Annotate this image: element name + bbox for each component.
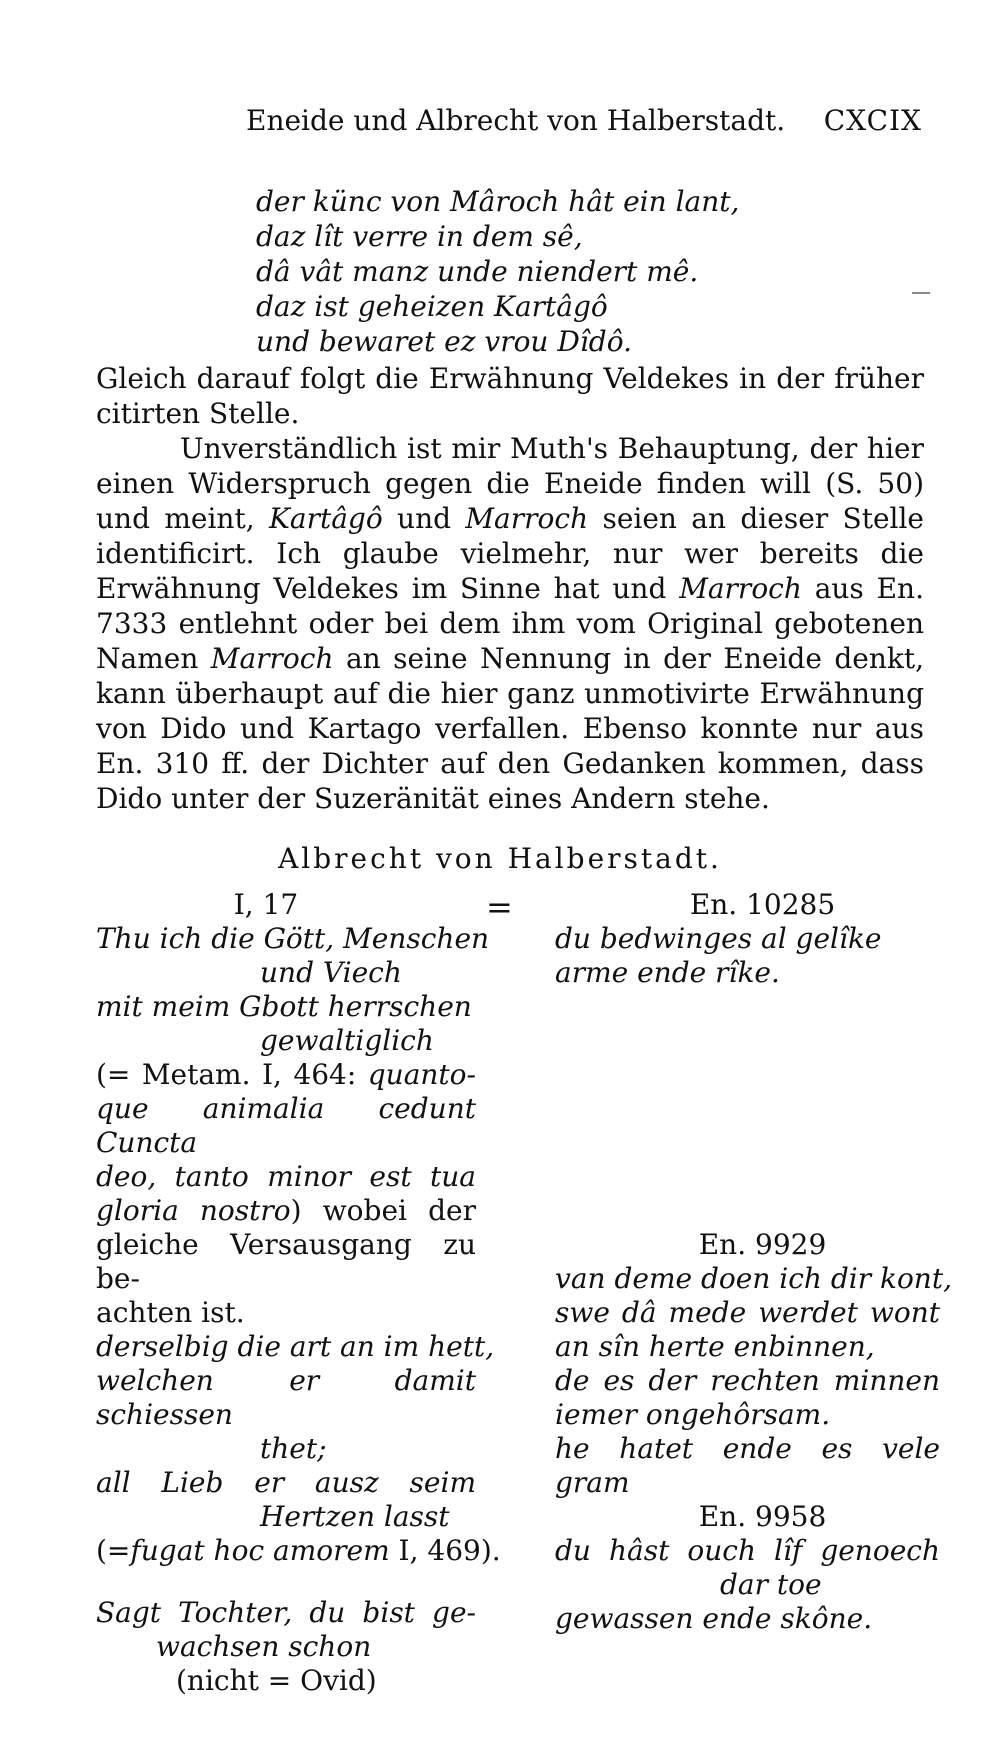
- spacer: [96, 1568, 476, 1596]
- emphasis-marroch: Marroch: [465, 502, 589, 535]
- verse-line: daz ist geheizen Kartâgô: [256, 290, 608, 323]
- right-verse-line: iemer ongehôrsam.: [555, 1398, 831, 1431]
- left-verse-line: thet;: [260, 1432, 327, 1465]
- note-text: I, 469).: [389, 1534, 501, 1567]
- left-note-line: [96, 1194, 476, 1228]
- left-verse-line: mit meim Gbott herrschen: [96, 990, 472, 1023]
- left-note-line: que animalia cedunt Cuncta: [96, 1092, 476, 1159]
- left-note-line: deo, tanto minor est tua: [96, 1160, 476, 1193]
- left-verse-line: und Viech: [260, 956, 402, 989]
- left-verse-line: all Lieb er ausz seim: [96, 1466, 476, 1499]
- left-note-line: [96, 1534, 501, 1568]
- right-verse-line: dar toe: [720, 1568, 822, 1601]
- right-verse-line: swe dâ mede werdet wont: [555, 1296, 940, 1329]
- left-note-line: (nicht = Ovid): [176, 1664, 377, 1697]
- margin-mark: [912, 292, 930, 294]
- right-reference: En. 10285: [689, 888, 836, 921]
- left-verse-line: derselbig die art an im hett,: [96, 1330, 495, 1363]
- right-verse-line: an sîn herte enbinnen,: [555, 1330, 875, 1363]
- left-verse-line: welchen er damit schiessen: [96, 1364, 476, 1431]
- right-column-2: [555, 1228, 952, 1636]
- left-column: [96, 888, 501, 1698]
- left-verse-line: Thu ich die Gött, Menschen: [96, 922, 490, 955]
- left-verse-line: Sagt Tochter, du bist ge-: [96, 1596, 476, 1629]
- left-verse-line: gewaltiglich: [260, 1024, 434, 1057]
- right-verse-line: arme ende rîke.: [555, 956, 780, 989]
- left-note-line: [96, 1058, 476, 1092]
- note-text: (=: [96, 1534, 131, 1567]
- equals-sign: =: [486, 888, 513, 926]
- note-latin: fugat hoc amorem: [130, 1534, 390, 1567]
- paragraph-text: und: [382, 502, 466, 535]
- left-note-line: gleiche Versausgang zu be-: [96, 1228, 476, 1295]
- note-text: ) wobei der: [290, 1194, 476, 1227]
- right-reference: En. 9958: [698, 1500, 827, 1533]
- section-title: Albrecht von Halberstadt.: [278, 842, 722, 875]
- right-verse-line: du bedwinges al gelîke: [555, 922, 882, 955]
- right-verse-line: de es der rechten minnen: [555, 1364, 940, 1397]
- right-column-1: [555, 888, 940, 990]
- paragraph-1: Gleich darauf folgt die Erwähnung Veldekes in der früher citirten Stelle.: [96, 362, 924, 430]
- verse-line: daz lît verre in dem sê,: [256, 220, 583, 253]
- left-verse-line: Hertzen lasst: [260, 1500, 450, 1533]
- verse-line: und bewaret ez vrou Dîdô.: [256, 325, 632, 358]
- paragraph-text: seien an dieser Stelle identificirt. Ich glaube vielmehr, nur wer bereits die Erwähnung Veldekes im Sinne hat und: [96, 502, 924, 605]
- emphasis-marroch: Marroch: [679, 572, 802, 605]
- right-verse-line: van deme doen ich dir kont,: [555, 1262, 952, 1295]
- page-number: CXCIX: [823, 104, 922, 137]
- paragraph-text: an seine Nennung in der Eneide denkt, kann überhaupt auf die hier ganz unmotivirte Erwähnung von Dido und Kartago verfallen. Ebenso konnte nur aus En. 310 ff. der Dichter auf den Gedanken kommen, dass Dido unter der Suzeränität eines Andern stehe.: [96, 642, 924, 815]
- left-reference: I, 17: [233, 888, 299, 921]
- left-verse-line: wachsen schon: [156, 1630, 372, 1663]
- paragraph-text: aus En. 7333 entlehnt oder bei dem ihm vom Original gebotenen Namen: [96, 572, 924, 675]
- right-verse-line: gewassen ende skône.: [555, 1602, 873, 1635]
- verse-quote: [256, 184, 739, 359]
- emphasis-kartago: Kartâgô: [268, 502, 383, 535]
- running-title: Eneide und Albrecht von Halberstadt.: [246, 104, 786, 137]
- note-latin: gloria nostro: [96, 1194, 291, 1227]
- paragraph-text: Unverständlich ist mir Muth's Behauptung, der hier einen Widerspruch gegen die Eneide finden will (S. 50) und meint,: [96, 432, 924, 535]
- emphasis-marroch: Marroch: [210, 642, 334, 675]
- right-reference: En. 9929: [698, 1228, 827, 1261]
- paragraph-2: [96, 431, 924, 816]
- right-verse-line: he hatet ende es vele gram: [555, 1432, 940, 1499]
- left-note-line: achten ist.: [96, 1296, 245, 1329]
- page-header: [0, 104, 1000, 144]
- note-latin: quanto-: [367, 1058, 476, 1091]
- right-verse-line: du hâst ouch lîf genoech: [555, 1534, 940, 1567]
- verse-line: dâ vât manz unde niendert mê.: [256, 255, 699, 288]
- verse-line: der künc von Mâroch hât ein lant,: [256, 185, 740, 218]
- note-text: (= Metam. I, 464:: [96, 1058, 368, 1091]
